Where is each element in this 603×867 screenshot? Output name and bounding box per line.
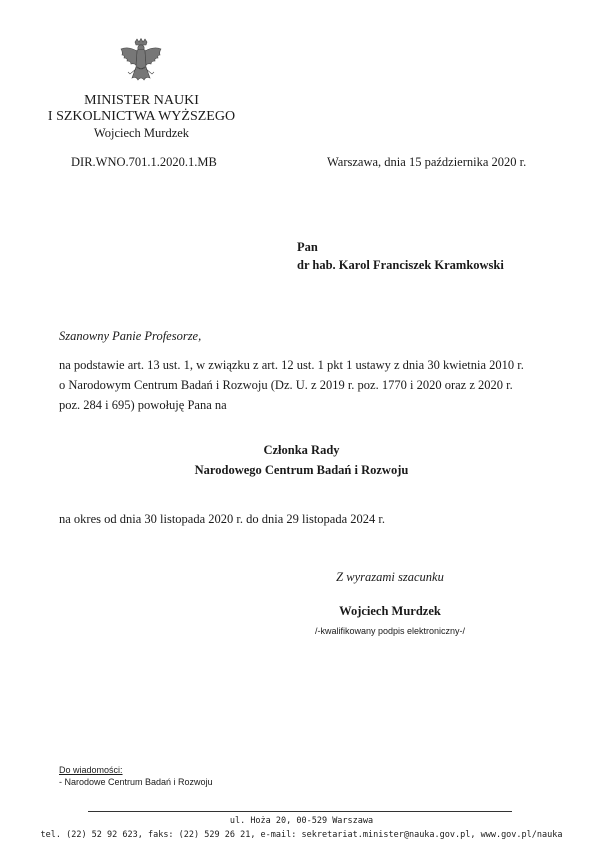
header-minister-name: Wojciech Murdzek: [93, 126, 190, 140]
polish-eagle-emblem-icon: [118, 38, 164, 90]
paragraph-line-2: o Narodowym Centrum Badań i Rozwoju (Dz. U. z 2019 r. poz. 1770 i 2020 oraz z 2020 r.: [59, 378, 513, 392]
term-text: na okres od dnia 30 listopada 2020 r. do dnia 29 listopada 2024 r.: [59, 512, 385, 526]
addressee-salutation: Pan: [297, 240, 318, 254]
header-title-line2: I SZKOLNICTWA WYŻSZEGO: [47, 109, 236, 124]
footer-contact: tel. (22) 52 92 623, faks: (22) 529 26 21, e-mail: sekretariat.minister@nauka.gov.pl, www.gov.pl/nauka: [40, 830, 563, 840]
paragraph-line-3: poz. 284 i 695) powołuję Pana na: [59, 398, 227, 412]
header-title-line1: MINISTER NAUKI: [84, 93, 199, 108]
distribution-item: - Narodowe Centrum Badań i Rozwoju: [59, 777, 213, 787]
reference-number: DIR.WNO.701.1.2020.1.MB: [71, 155, 217, 169]
greeting: Szanowny Panie Profesorze,: [59, 329, 202, 343]
addressee-name: dr hab. Karol Franciszek Kramkowski: [297, 258, 504, 272]
distribution-title: Do wiadomości:: [59, 765, 123, 775]
footer-address: ul. Hoża 20, 00-529 Warszawa: [229, 816, 374, 826]
place-date: Warszawa, dnia 15 października 2020 r.: [327, 155, 527, 169]
footer-divider: [88, 811, 512, 812]
paragraph-line-1: na podstawie art. 13 ust. 1, w związku z art. 12 ust. 1 pkt 1 ustawy z dnia 30 kwietnia 2010 r.: [59, 358, 524, 372]
position-title-line1: Członka Rady: [263, 443, 340, 457]
signatory-name: Wojciech Murdzek: [339, 604, 441, 618]
position-title-line2: Narodowego Centrum Badań i Rozwoju: [194, 463, 409, 477]
signature-note: /-kwalifikowany podpis elektroniczny-/: [314, 626, 466, 636]
closing-phrase: Z wyrazami szacunku: [336, 570, 444, 584]
